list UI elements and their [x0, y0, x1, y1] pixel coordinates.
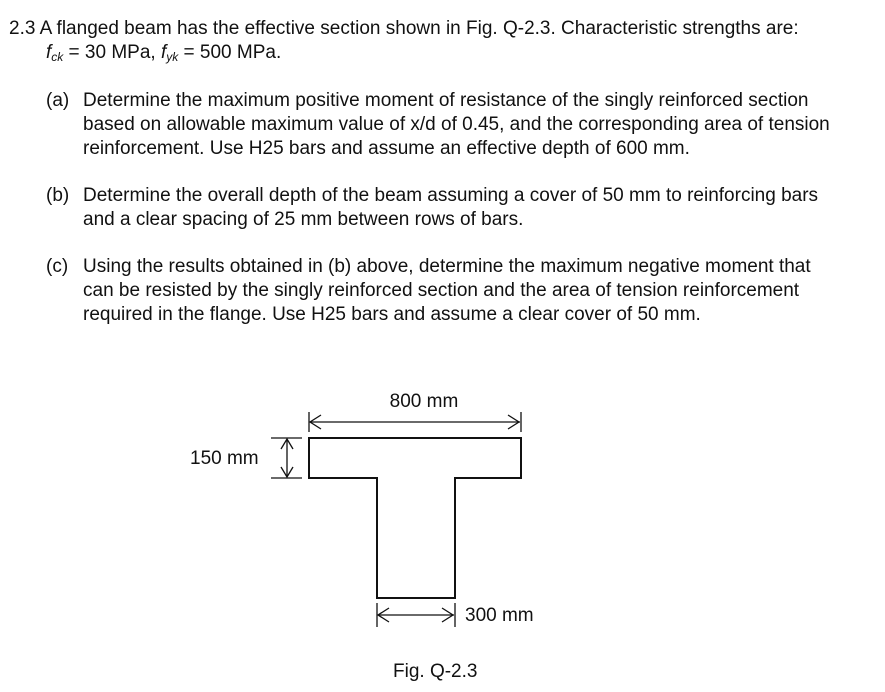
t-section-outline — [309, 438, 521, 598]
fck-value: = 30 MPa, — [63, 42, 161, 63]
flange-width-label: 800 mm — [389, 391, 459, 412]
part-b-line-1: Determine the overall depth of the beam assuming a cover of 50 mm to reinforcing bars — [83, 185, 819, 206]
part-a-line-3: reinforcement. Use H25 bars and assume an effective depth of 600 mm. — [83, 138, 690, 159]
part-b-line-2: and a clear spacing of 25 mm between rows of bars. — [83, 209, 524, 230]
fyk-value: = 500 MPa. — [178, 42, 282, 63]
web-width-dimension — [377, 603, 455, 627]
figure-caption: Fig. Q-2.3 — [393, 661, 478, 682]
question-number: 2.3 — [9, 18, 36, 39]
fck-symbol: f — [46, 42, 52, 63]
part-a-line-1: Determine the maximum positive moment of resistance of the singly reinforced section — [83, 90, 809, 111]
part-c-line-3: required in the flange. Use H25 bars and assume a clear cover of 50 mm. — [83, 304, 701, 325]
part-c-letter: (c) — [46, 256, 69, 277]
flange-thickness-label: 150 mm — [190, 448, 259, 469]
question-intro: A flanged beam has the effective section shown in Fig. Q-2.3. Characteristic strengths are: — [39, 18, 799, 39]
web-width-label: 300 mm — [465, 605, 534, 626]
part-b-letter: (b) — [46, 185, 70, 206]
flange-thickness-dimension — [271, 438, 302, 478]
flange-width-dimension — [309, 412, 521, 432]
part-a-line-2: based on allowable maximum value of x/d of 0.45, and the corresponding area of tension — [83, 114, 830, 135]
fck-subscript: ck — [51, 50, 64, 64]
fyk-subscript: yk — [166, 50, 179, 64]
fyk-symbol: f — [160, 42, 167, 63]
part-c-line-2: can be resisted by the singly reinforced section and the area of tension reinforcement — [83, 280, 800, 301]
part-c-line-1: Using the results obtained in (b) above, determine the maximum negative moment that — [83, 256, 811, 277]
part-a-letter: (a) — [46, 90, 70, 111]
